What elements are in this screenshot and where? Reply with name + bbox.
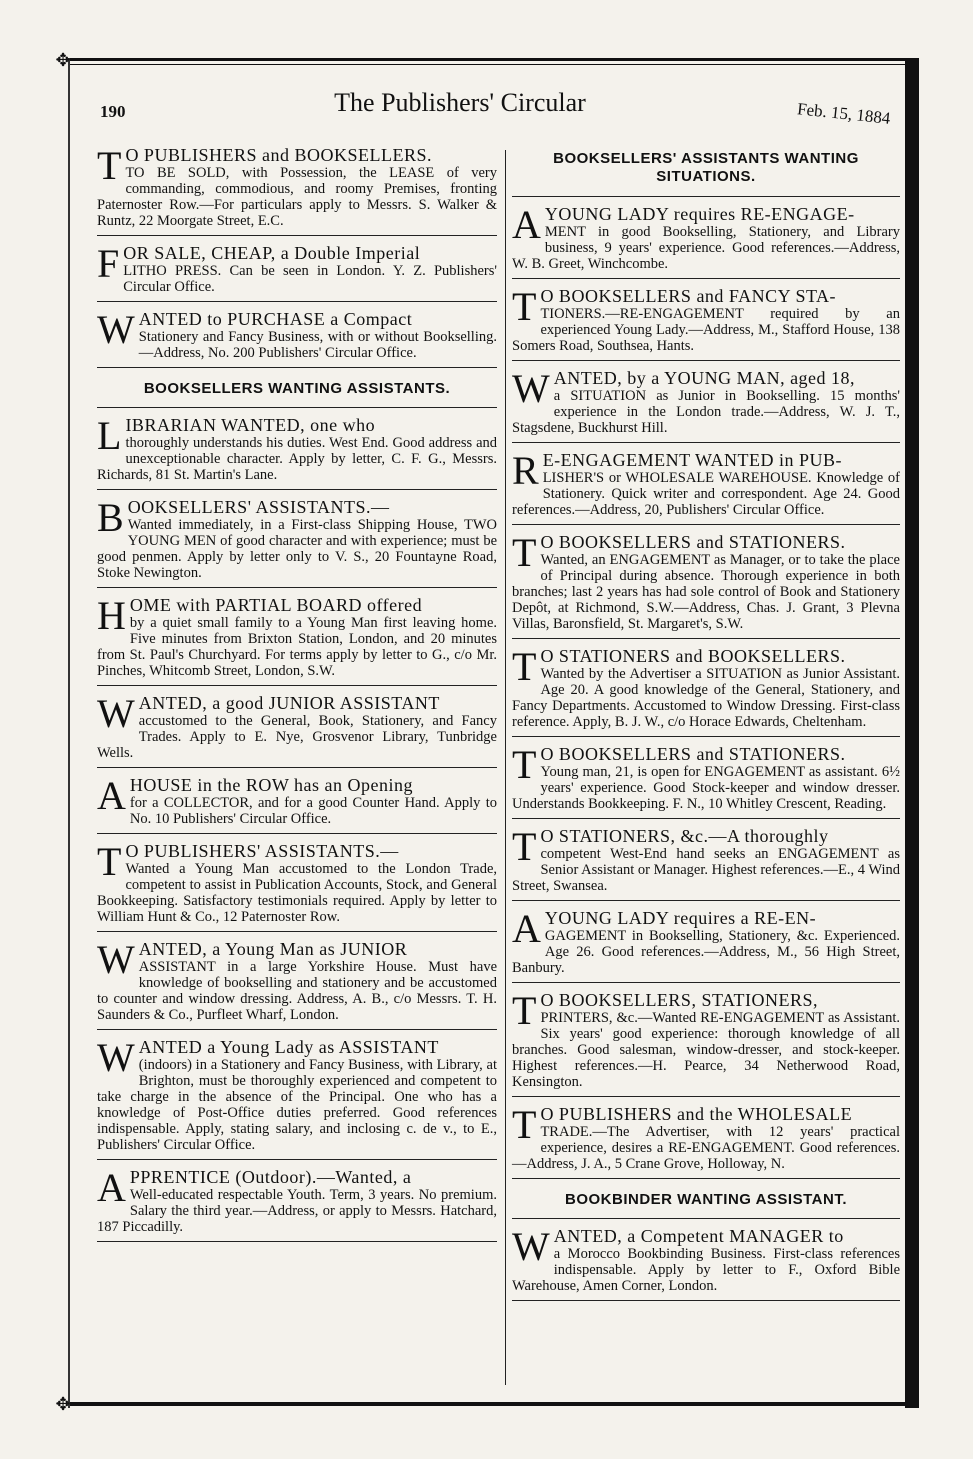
right-ads-situations xyxy=(512,203,900,1179)
drop-cap: B xyxy=(97,495,124,540)
ad-body: LITHO PRESS. Can be seen in London. Y. Z. Publishers' Circular Office. xyxy=(123,263,497,295)
advertisement xyxy=(512,367,900,443)
corner-ornament-icon: ✥ xyxy=(55,50,71,70)
right-border xyxy=(905,58,919,1408)
ad-headline: O BOOKSELLERS and FANCY STA- xyxy=(540,286,837,306)
advertisement xyxy=(512,907,900,983)
ad-body: ASSISTANT in a large Yorkshire House. Must have knowledge of bookselling and stationery and be accustomed to counter and window dressing. Address, A. B., c/o Messrs. T. H. Saunders & Co., Purfleet Wharf, London. xyxy=(97,959,497,1023)
ad-headline: OR SALE, CHEAP, a Double Imperial xyxy=(123,243,421,263)
advertisement xyxy=(97,414,497,490)
ad-body: LISHER'S or WHOLESALE WAREHOUSE. Knowledge of Stationery. Quick writer and correspondent. Age 24. Good references.—Address, 20, Publishers' Circular Office. xyxy=(512,470,900,518)
advertisement xyxy=(512,1225,900,1301)
ad-headline: ANTED, by a YOUNG MAN, aged 18, xyxy=(553,368,856,388)
ad-body: a Morocco Bookbinding Business. First-class references indispensable. Apply by letter to F., Oxford Bible Warehouse, Amen Corner, London. xyxy=(512,1246,900,1294)
ad-headline: O BOOKSELLERS and STATIONERS. xyxy=(540,744,846,764)
ad-headline: O PUBLISHERS' ASSISTANTS.— xyxy=(125,841,399,861)
advertisement xyxy=(97,308,497,368)
drop-cap: A xyxy=(97,773,126,818)
drop-cap: T xyxy=(512,644,537,689)
ad-body: Young man, 21, is open for ENGAGEMENT as assistant. 6½ years' experience. Good Stock-keeper and window dresser. Understands Bookkeeping. F. N., 10 Whitley Crescent, Reading. xyxy=(512,764,900,812)
ad-headline: O BOOKSELLERS, STATIONERS, xyxy=(540,990,819,1010)
advertisement xyxy=(97,1166,497,1242)
advertisement xyxy=(97,144,497,236)
ad-body: (indoors) in a Stationery and Fancy Business, with Library, at Brighton, must be thoroughly experienced and competent to take charge in the absence of the Principal. One who has a knowledge of Post-Office duties preferred. Good references indispensable. Apply, stating salary, and inclosing c. de v., to E., Publishers' Circular Office. xyxy=(97,1057,497,1153)
left-ads-top xyxy=(97,144,497,368)
page-header xyxy=(100,88,900,128)
ad-headline: O PUBLISHERS and the WHOLESALE xyxy=(540,1104,853,1124)
ad-headline: O BOOKSELLERS and STATIONERS. xyxy=(540,532,846,552)
left-ads-assistants xyxy=(97,414,497,1242)
ad-body: a SITUATION as Junior in Bookselling. 15 months' experience in the London trade.—Address, W. J. T., Stagsdene, Buckhurst Hill. xyxy=(512,388,900,436)
ad-body: by a quiet small family to a Young Man first leaving home. Five minutes from Brixton Station, London, and 20 minutes from St. Paul's Churchyard. For terms apply by letter to G., c/o Mr. Pinches, Whitcomb Street, London, S.W. xyxy=(97,615,497,679)
advertisement xyxy=(512,531,900,639)
ad-headline: ANTED, a Competent MANAGER to xyxy=(553,1226,844,1246)
advertisement xyxy=(97,840,497,932)
drop-cap: W xyxy=(97,1035,135,1080)
ad-body: GAGEMENT in Bookselling, Stationery, &c. Experienced. Age 26. Good references.—Address, M., 56 High Street, Banbury. xyxy=(512,928,900,976)
ad-body: for a COLLECTOR, and for a good Counter Hand. Apply to No. 10 Publishers' Circular Office. xyxy=(129,795,497,827)
page-number: 190 xyxy=(100,102,126,121)
advertisement xyxy=(97,594,497,686)
advertisement xyxy=(512,645,900,737)
drop-cap: T xyxy=(512,530,537,575)
advertisement xyxy=(512,203,900,279)
ad-body: MENT in good Bookselling, Stationery, and Library business, 9 years' experience. Good references.—Address, W. B. Greet, Winchcombe. xyxy=(512,224,900,272)
drop-cap: A xyxy=(512,906,541,951)
ad-body: Wanted, an ENGAGEMENT as Manager, or to take the place of Principal during absence. Thorough experience in both branches; last 2 years has had sole control of Book and Stationery Depôt, at Richmond, S.W.—Address, Chas. J. Grant, 3 Plevna Villas, Baronsfield, St. Margaret's, S.W. xyxy=(512,552,900,632)
ad-headline: OME with PARTIAL BOARD offered xyxy=(129,595,423,615)
ad-body: Stationery and Fancy Business, with or without Bookselling.—Address, No. 200 Publishers' Circular Office. xyxy=(138,329,497,361)
advertisement xyxy=(97,496,497,588)
ad-headline: HOUSE in the ROW has an Opening xyxy=(129,775,414,795)
ad-headline: O STATIONERS, &c.—A thoroughly xyxy=(540,826,829,846)
top-rule-thin xyxy=(70,64,910,65)
ad-body: Wanted by the Advertiser a SITUATION as Junior Assistant. Age 20. A good knowledge of the General, Stationery, and Fancy Departments. Accustomed to Window Dressing. First-class reference. Apply, B. J. W., c/o Horace Edwards, Cheltenham. xyxy=(512,666,900,730)
ad-body: Well-educated respectable Youth. Term, 3 years. No premium. Salary the third year.—Address, or apply to Messrs. Hatchard, 187 Piccadilly. xyxy=(97,1187,497,1235)
ad-body: TIONERS.—RE-ENGAGEMENT required by an experienced Young Lady.—Address, M., Stafford House, 138 Somers Road, Southsea, Hants. xyxy=(512,306,900,354)
section-heading: BOOKBINDER WANTING ASSISTANT. xyxy=(512,1185,900,1219)
drop-cap: T xyxy=(97,143,122,188)
ad-headline: ANTED, a Young Man as JUNIOR xyxy=(138,939,408,959)
drop-cap: T xyxy=(512,1102,537,1147)
advertisement xyxy=(97,938,497,1030)
ad-headline: O STATIONERS and BOOKSELLERS. xyxy=(540,646,846,666)
ad-body: Wanted immediately, in a First-class Shipping House, TWO YOUNG MEN of good character and with experience; must be good penmen. Apply by letter only to V. S., 20 Fountayne Road, Stoke Newington. xyxy=(97,517,497,581)
ad-body: accustomed to the General, Book, Stationery, and Fancy Trades. Apply to E. Nye, Grosvenor Library, Tunbridge Wells. xyxy=(97,713,497,761)
advertisement xyxy=(512,449,900,525)
ad-headline: E-ENGAGEMENT WANTED in PUB- xyxy=(542,450,842,470)
ad-headline: ANTED a Young Lady as ASSISTANT xyxy=(138,1037,439,1057)
ad-headline: ANTED, a good JUNIOR ASSISTANT xyxy=(138,693,440,713)
ad-headline: IBRARIAN WANTED, one who xyxy=(125,415,376,435)
advertisement xyxy=(97,1036,497,1160)
advertisement xyxy=(97,774,497,834)
bottom-rule xyxy=(70,1402,910,1406)
drop-cap: W xyxy=(97,937,135,982)
right-ads-bookbinder xyxy=(512,1225,900,1301)
drop-cap: H xyxy=(97,593,126,638)
column-divider xyxy=(505,150,506,1385)
drop-cap: T xyxy=(512,824,537,869)
ad-body: PRINTERS, &c.—Wanted RE-ENGAGEMENT as Assistant. Six years' good experience: thorough knowledge of all branches. Good salesman, window-dresser, and stock-keeper. Highest references.—H. Pearce, 34 Netherwood Road, Kensington. xyxy=(512,1010,900,1090)
advertisement xyxy=(512,285,900,361)
ad-body: competent West-End hand seeks an ENGAGEMENT as Senior Assistant or Manager. Highest references.—E., 4 Wind Street, Swansea. xyxy=(512,846,900,894)
ad-body: Wanted a Young Man accustomed to the London Trade, competent to assist in Publication Accounts, Stock, and General Bookkeeping. Satisfactory testimonials required. Apply by letter to William Hunt & Co., 12 Paternoster Row. xyxy=(97,861,497,925)
ad-body: thoroughly understands his duties. West End. Good address and unexceptionable character. Apply by letter, C. F. G., Messrs. Richards, 81 St. Martin's Lane. xyxy=(97,435,497,483)
ad-headline: O PUBLISHERS and BOOKSELLERS. xyxy=(125,145,432,165)
drop-cap: L xyxy=(97,413,122,458)
drop-cap: R xyxy=(512,448,539,493)
right-column xyxy=(512,144,900,1307)
left-column xyxy=(97,144,497,1248)
ad-body: TRADE.—The Advertiser, with 12 years' practical experience, desires a RE-ENGAGEMENT. Good references.—Address, J. A., 5 Crane Grove, Holloway, N. xyxy=(512,1124,900,1172)
advertisement xyxy=(512,743,900,819)
drop-cap: W xyxy=(512,366,550,411)
ad-headline: YOUNG LADY requires a RE-EN- xyxy=(544,908,817,928)
corner-ornament-icon: ✥ xyxy=(55,1394,71,1414)
advertisement xyxy=(97,692,497,768)
ad-headline: OOKSELLERS' ASSISTANTS.— xyxy=(127,497,390,517)
page-title: The Publishers' Circular xyxy=(334,88,586,117)
drop-cap: W xyxy=(512,1224,550,1269)
drop-cap: T xyxy=(97,839,122,884)
ad-headline: PPRENTICE (Outdoor).—Wanted, a xyxy=(129,1167,412,1187)
drop-cap: T xyxy=(512,284,537,329)
section-heading: BOOKSELLERS WANTING ASSISTANTS. xyxy=(97,374,497,408)
left-rule xyxy=(68,58,70,1408)
drop-cap: W xyxy=(97,307,135,352)
advertisement xyxy=(97,242,497,302)
drop-cap: F xyxy=(97,241,120,286)
section-heading: BOOKSELLERS' ASSISTANTS WANTING SITUATIONS. xyxy=(512,144,900,197)
advertisement xyxy=(512,1103,900,1179)
ad-body: TO BE SOLD, with Possession, the LEASE of very commanding, commodious, and roomy Premises, fronting Paternoster Row.—For particulars apply to Messrs. S. Walker & Runtz, 22 Moorgate Street, E.C. xyxy=(97,165,497,229)
top-rule xyxy=(70,58,910,61)
advertisement xyxy=(512,989,900,1097)
drop-cap: W xyxy=(97,691,135,736)
drop-cap: T xyxy=(512,742,537,787)
ad-headline: YOUNG LADY requires RE-ENGAGE- xyxy=(544,204,855,224)
drop-cap: A xyxy=(512,202,541,247)
drop-cap: T xyxy=(512,988,537,1033)
ad-headline: ANTED to PURCHASE a Compact xyxy=(138,309,413,329)
drop-cap: A xyxy=(97,1165,126,1210)
advertisement xyxy=(512,825,900,901)
issue-date: Feb. 15, 1884 xyxy=(795,99,891,128)
